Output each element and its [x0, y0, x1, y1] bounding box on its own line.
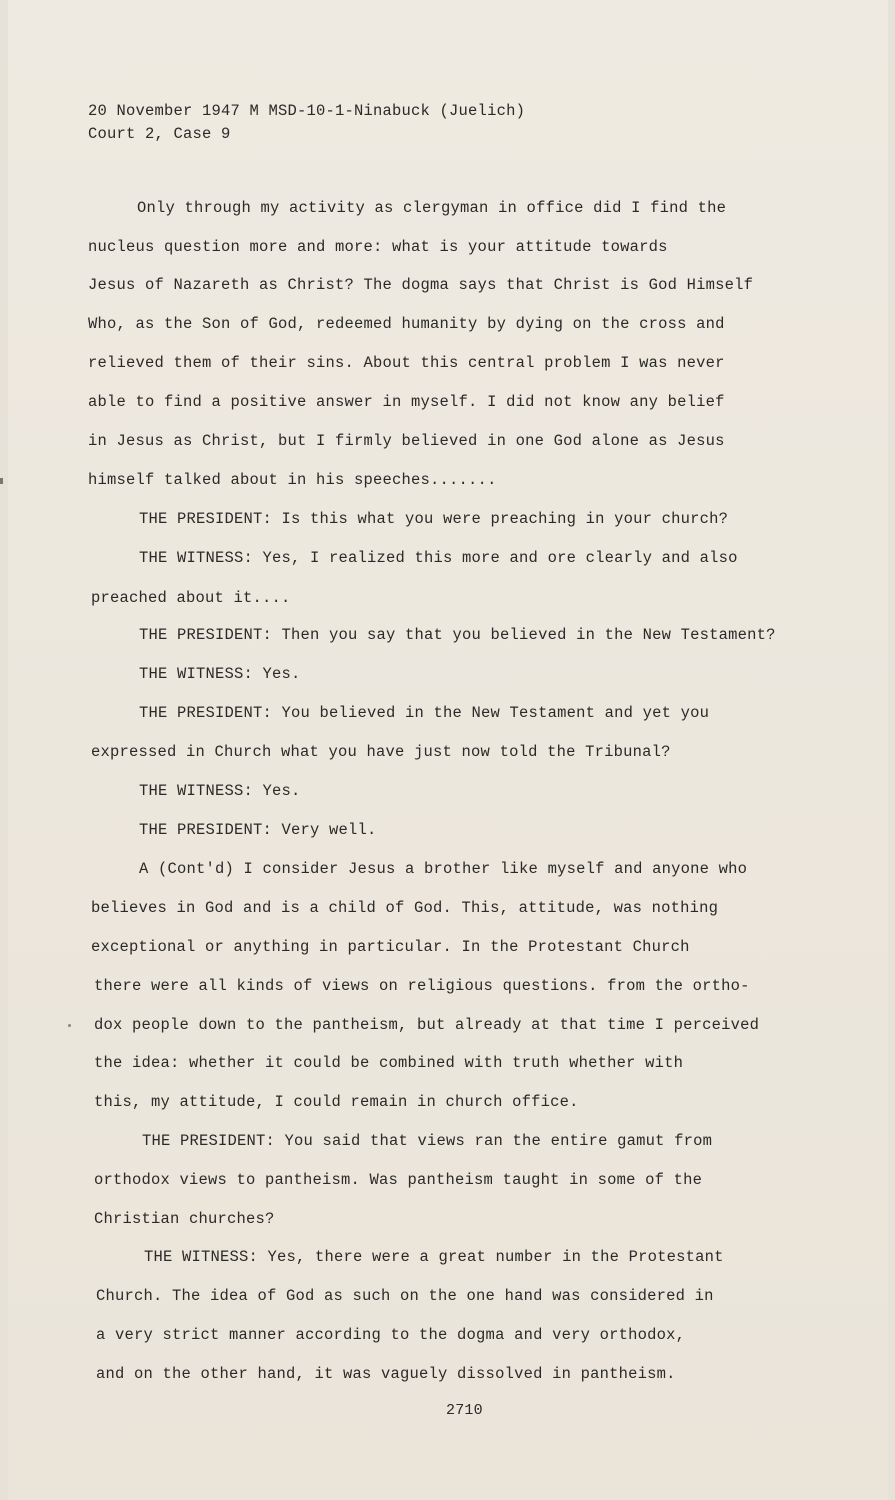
body-line: THE WITNESS: Yes, I realized this more and ore clearly and also — [139, 549, 738, 567]
body-line: Church. The idea of God as such on the one hand was considered in — [96, 1287, 714, 1305]
body-line: nucleus question more and more: what is your attitude towards — [88, 238, 668, 256]
document-sheet — [8, 0, 888, 1500]
body-line: THE PRESIDENT: Then you say that you believed in the New Testament? — [139, 626, 776, 644]
body-line: relieved them of their sins. About this central problem I was never — [88, 354, 725, 372]
body-line: orthodox views to pantheism. Was pantheism taught in some of the — [94, 1171, 703, 1189]
body-line: Christian churches? — [94, 1210, 275, 1228]
body-line: Who, as the Son of God, redeemed humanity by dying on the cross and — [88, 315, 725, 333]
header-date-line: 20 November 1947 M MSD-10-1-Ninabuck (Juelich) — [88, 102, 526, 120]
body-line: in Jesus as Christ, but I firmly believed in one God alone as Jesus — [88, 432, 725, 450]
body-line: this, my attitude, I could remain in church office. — [94, 1093, 579, 1111]
body-line: THE WITNESS: Yes, there were a great number in the Protestant — [144, 1248, 724, 1266]
margin-dot — [68, 1024, 71, 1027]
scan-edge-mark — [0, 478, 3, 484]
body-line: a very strict manner according to the dogma and very orthodox, — [96, 1326, 686, 1344]
body-line: there were all kinds of views on religious questions. from the ortho- — [94, 977, 750, 995]
body-line: preached about it.... — [91, 589, 291, 607]
page-number: 2710 — [446, 1402, 483, 1419]
body-line: believes in God and is a child of God. This, attitude, was nothing — [91, 899, 719, 917]
body-line: and on the other hand, it was vaguely dissolved in pantheism. — [96, 1365, 676, 1383]
body-line: THE PRESIDENT: You said that views ran the entire gamut from — [142, 1132, 713, 1150]
body-line: THE PRESIDENT: You believed in the New Testament and yet you — [139, 704, 710, 722]
header-court-line: Court 2, Case 9 — [88, 125, 231, 143]
body-line: the idea: whether it could be combined with truth whether with — [94, 1054, 684, 1072]
body-line: A (Cont'd) I consider Jesus a brother like myself and anyone who — [139, 860, 748, 878]
body-line: expressed in Church what you have just now told the Tribunal? — [91, 743, 671, 761]
body-line: THE WITNESS: Yes. — [139, 665, 301, 683]
body-line: exceptional or anything in particular. In the Protestant Church — [91, 938, 690, 956]
body-line: THE WITNESS: Yes. — [139, 782, 301, 800]
body-line: himself talked about in his speeches....... — [88, 471, 497, 489]
body-line: Only through my activity as clergyman in office did I find the — [137, 199, 727, 217]
body-line: dox people down to the pantheism, but already at that time I perceived — [94, 1016, 760, 1034]
body-line: THE PRESIDENT: Very well. — [139, 821, 377, 839]
body-line: able to find a positive answer in myself. I did not know any belief — [88, 393, 725, 411]
body-line: Jesus of Nazareth as Christ? The dogma says that Christ is God Himself — [88, 276, 754, 294]
body-line: THE PRESIDENT: Is this what you were preaching in your church? — [139, 510, 729, 528]
